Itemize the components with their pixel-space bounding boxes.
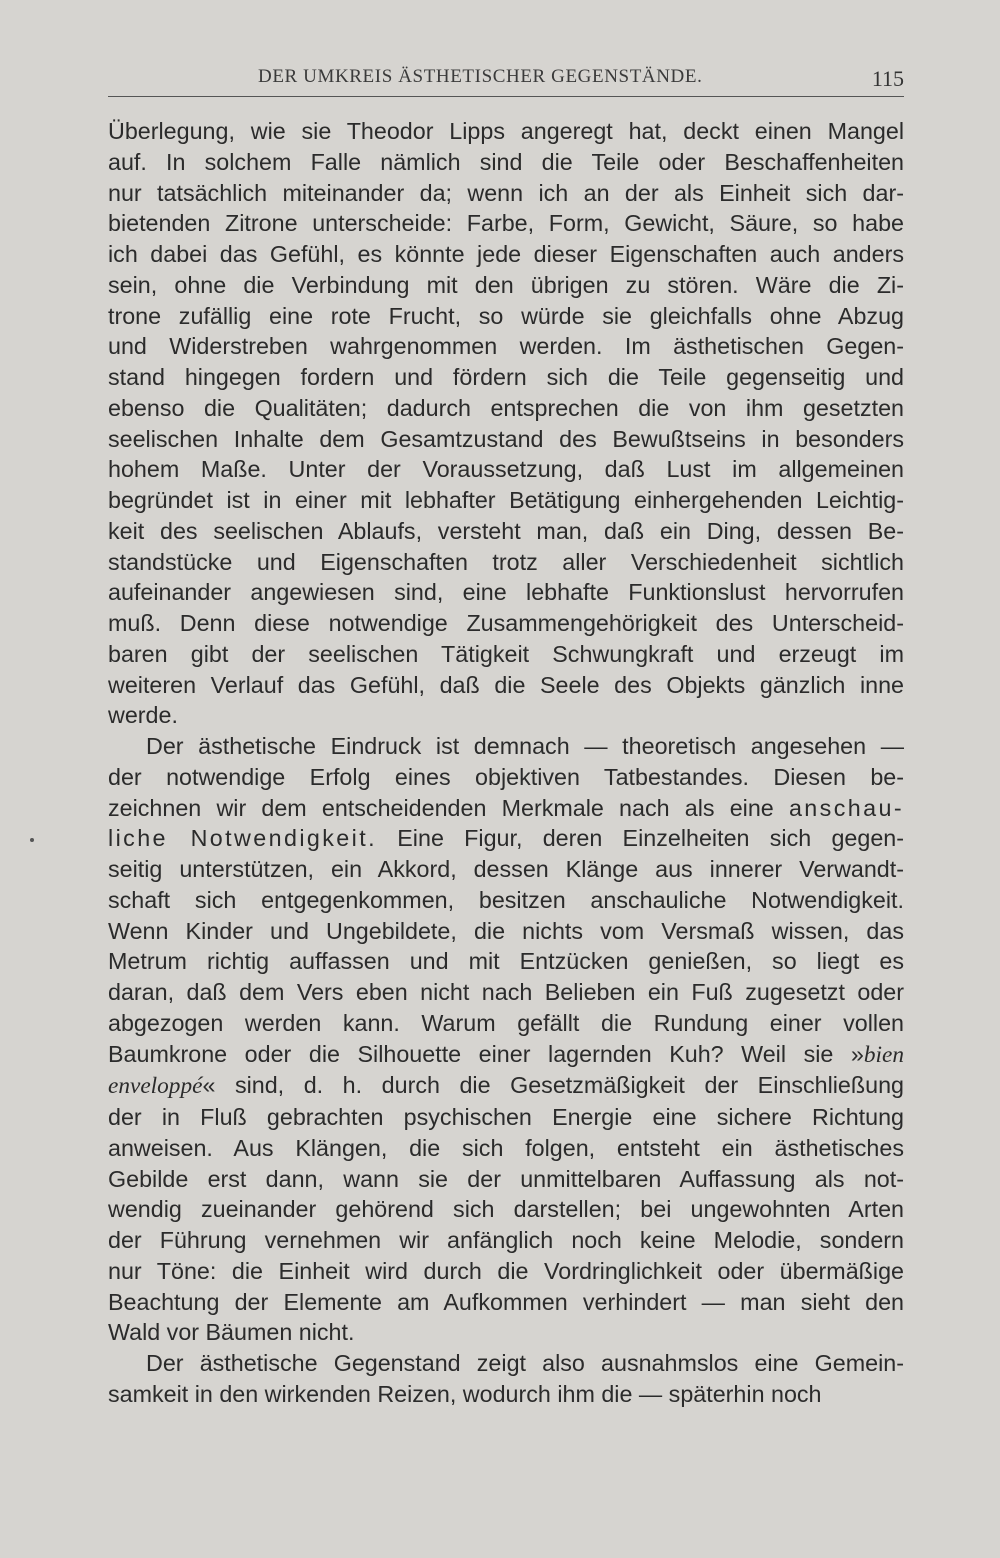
text-line: Der ästhetische Eindruck ist demnach — theoretisch angesehen — — [146, 733, 904, 759]
text-line: bietenden Zitrone unterscheide: Farbe, Form, Gewicht, Säure, so habe — [108, 210, 904, 237]
text-line: abgezogen werden kann. Warum gefällt die Rundung einer vollen — [108, 1009, 904, 1036]
paragraph — [108, 731, 904, 1348]
header-rule — [108, 96, 904, 97]
text-line: anweisen. Aus Klängen, die sich folgen, entsteht ein ästhetisches — [108, 1134, 904, 1161]
text-line: weiteren Verlauf das Gefühl, daß die Seele des Objekts gänzlich inne — [108, 671, 904, 698]
paragraph — [108, 116, 904, 731]
text-line: muß. Denn diese notwendige Zusammengehörigkeit des Unterscheid- — [108, 610, 904, 636]
text-line: aufeinander angewiesen sind, eine lebhafte Funktionslust hervorrufen — [108, 579, 904, 606]
text-line: Der ästhetische Gegenstand zeigt also ausnahmslos eine Gemein- — [146, 1350, 904, 1376]
text-line: Gebilde erst dann, wann sie der unmittelbaren Auffassung als not- — [108, 1165, 904, 1192]
text-line: standstücke und Eigenschaften trotz aller Verschiedenheit sichtlich — [108, 548, 904, 575]
text-line: trone zufällig eine rote Frucht, so würde sie gleichfalls ohne Abzug — [108, 302, 904, 329]
text-line: der Führung vernehmen wir anfänglich noch keine Melodie, sondern — [108, 1227, 904, 1253]
body-text — [108, 116, 904, 1410]
text-line: und Widerstreben wahrgenommen werden. Im ästhetischen Gegen- — [108, 333, 904, 360]
margin-mark — [30, 838, 34, 842]
text-line: ich dabei das Gefühl, es könnte jede dieser Eigenschaften auch anders — [108, 241, 904, 267]
text-line: Wenn Kinder und Ungebildete, die nichts vom Versmaß wissen, das — [108, 917, 904, 944]
text-line: der notwendige Erfolg eines objektiven Tatbestandes. Diesen be- — [108, 763, 904, 790]
text-line: ebenso die Qualitäten; dadurch entsprechen die von ihm gesetzten — [108, 394, 904, 421]
text-line: Beachtung der Elemente am Aufkommen verhindert — man sieht den — [108, 1288, 904, 1315]
text-line: samkeit in den wirkenden Reizen, wodurch ihm die — späterhin noch — [108, 1380, 822, 1407]
running-title: DER UMKREIS ÄSTHETISCHER GEGENSTÄNDE. — [258, 66, 703, 87]
page-number: 115 — [871, 66, 904, 91]
text-line: Baumkrone oder die Silhouette einer lagernden Kuh? Weil sie »bien — [108, 1040, 904, 1068]
text-line: zeichnen wir dem entscheidenden Merkmale nach als eine anschau- — [108, 794, 904, 821]
text-line: schaft sich entgegenkommen, besitzen anschauliche Notwendigkeit. — [108, 886, 904, 913]
text-line: nur Töne: die Einheit wird durch die Vordringlichkeit oder übermäßige — [108, 1257, 904, 1284]
text-line: enveloppé« sind, d. h. durch die Gesetzmäßigkeit der Einschließung — [108, 1072, 904, 1100]
text-line: liche Notwendigkeit. Eine Figur, deren Einzelheiten sich gegen- — [108, 825, 904, 852]
text-line: wendig zueinander gehörend sich darstellen; bei ungewohnten Arten — [108, 1196, 904, 1223]
running-head — [108, 62, 904, 96]
text-line: auf. In solchem Falle nämlich sind die Teile oder Beschaffenheiten — [108, 148, 904, 175]
text-line: seitig unterstützen, ein Akkord, dessen Klänge aus innerer Verwandt- — [108, 856, 904, 882]
paragraph — [108, 1348, 904, 1410]
text-line: sein, ohne die Verbindung mit den übrigen zu stören. Wäre die Zi- — [108, 271, 904, 298]
text-line: daran, daß dem Vers eben nicht nach Belieben ein Fuß zugesetzt oder — [108, 979, 904, 1005]
text-line: baren gibt der seelischen Tätigkeit Schwungkraft und erzeugt im — [108, 640, 904, 667]
text-line: Metrum richtig auffassen und mit Entzücken genießen, so liegt es — [108, 948, 904, 975]
text-line: hohem Maße. Unter der Voraussetzung, daß Lust im allgemeinen — [108, 456, 904, 483]
text-line: nur tatsächlich miteinander da; wenn ich an der als Einheit sich dar- — [108, 179, 904, 206]
text-line: werde. — [108, 702, 178, 729]
text-line: Wald vor Bäumen nicht. — [108, 1319, 355, 1346]
text-line: seelischen Inhalte dem Gesamtzustand des Bewußtseins in besonders — [108, 425, 904, 452]
text-line: keit des seelischen Ablaufs, versteht man, daß ein Ding, dessen Be- — [108, 517, 904, 544]
text-line: der in Fluß gebrachten psychischen Energie eine sichere Richtung — [108, 1104, 904, 1130]
text-line: begründet ist in einer mit lebhafter Betätigung einhergehenden Leichtig- — [108, 487, 904, 513]
text-line: stand hingegen fordern und fördern sich die Teile gegenseitig und — [108, 364, 904, 390]
text-line: Überlegung, wie sie Theodor Lipps angeregt hat, deckt einen Mangel — [108, 118, 904, 144]
